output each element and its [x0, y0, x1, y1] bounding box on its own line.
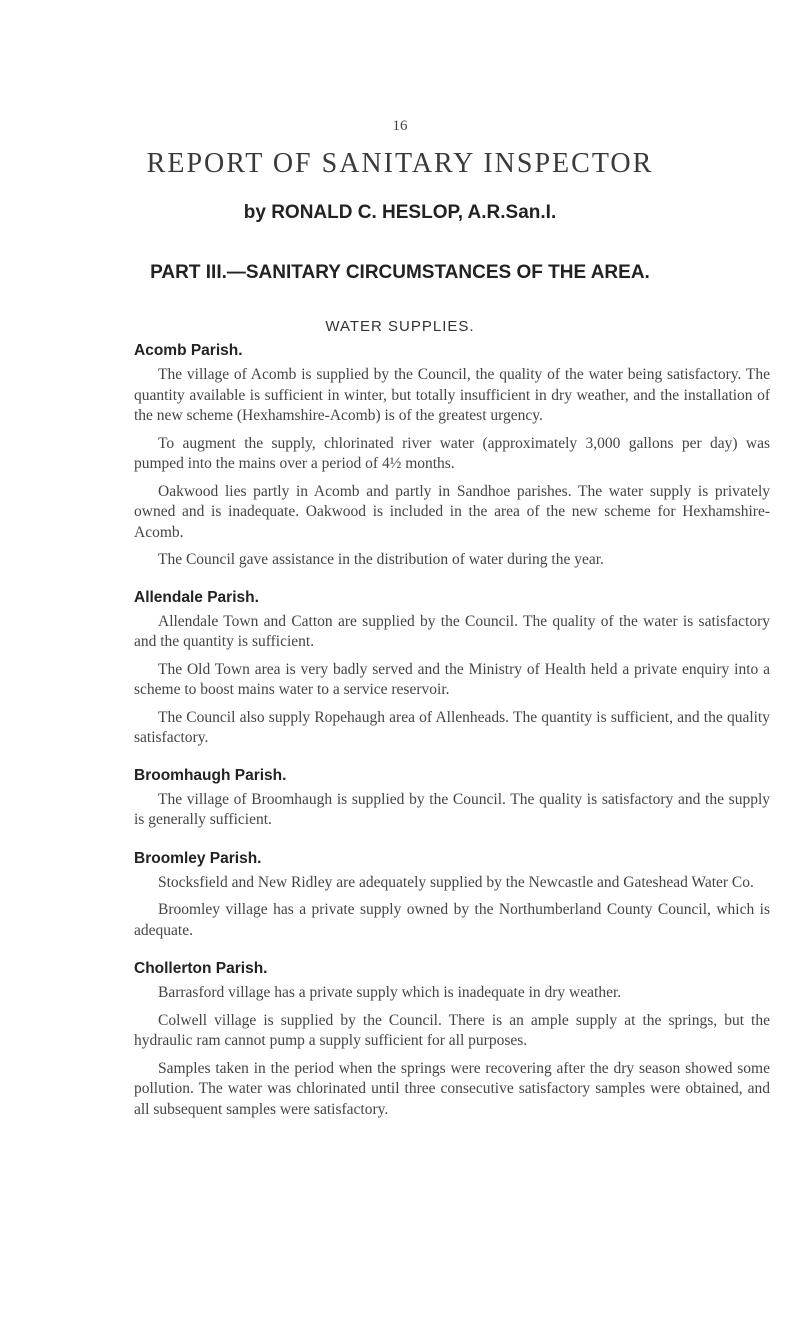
paragraph: Stocksfield and New Ridley are adequately supplied by the Newcastle and Gateshead Water Co.: [158, 873, 754, 891]
paragraph: Samples taken in the period when the springs were recovering after the dry season showed some pollution. The water was chlorinated until three consecutive satisfactory samples were obtained, and all subsequent samples were satisfactory.: [134, 1059, 770, 1118]
parish-heading: Chollerton Parish.: [134, 960, 268, 977]
parish-acomb: [134, 340, 770, 571]
parish-heading: Allendale Parish.: [134, 588, 259, 606]
paragraph: Allendale Town and Catton are supplied by the Council. The quality of the water is satisfactory and the quantity is sufficient.: [134, 612, 770, 650]
paragraph: To augment the supply, chlorinated river water (approximately 3,000 gallons per day) was pumped into the mains over a period of 4½ months.: [134, 434, 770, 472]
paragraph: The Council gave assistance in the distribution of water during the year.: [158, 551, 604, 568]
page-number: 16: [392, 118, 408, 134]
paragraph: Oakwood lies partly in Acomb and partly in Sandhoe parishes. The water supply is privately owned and is inadequate. Oakwood is included in the area of the new scheme for Hexhamshire-Acomb.: [134, 482, 770, 541]
document-body: [134, 340, 770, 1127]
paragraph: The village of Acomb is supplied by the Council, the quality of the water being satisfactory. The quantity available is sufficient in winter, but totally insufficient in dry weather, and the installation of the new scheme (Hexhamshire-Acomb) is of the greatest urgency.: [134, 366, 770, 424]
parish-heading: Broomhaugh Parish.: [134, 766, 287, 784]
paragraph: The Old Town area is very badly served and the Ministry of Health held a private enquiry into a scheme to boost mains water to a service reservoir.: [134, 660, 770, 698]
section-heading: WATER SUPPLIES.: [325, 318, 475, 335]
paragraph: The village of Broomhaugh is supplied by the Council. The quality is satisfactory and the supply is generally sufficient.: [134, 790, 770, 828]
parish-heading: Broomley Parish.: [134, 849, 262, 867]
paragraph: Colwell village is supplied by the Council. There is an ample supply at the springs, but the hydraulic ram cannot pump a supply sufficient for all purposes.: [134, 1011, 770, 1049]
byline: by RONALD C. HESLOP, A.R.San.I.: [243, 202, 557, 223]
part-heading: PART III.—SANITARY CIRCUMSTANCES OF THE AREA.: [150, 262, 650, 283]
parish-broomhaugh: [134, 765, 770, 831]
paragraph: The Council also supply Ropehaugh area of Allenheads. The quantity is sufficient, and the quality satisfactory.: [134, 708, 770, 746]
paragraph: Barrasford village has a private supply which is inadequate in dry weather.: [158, 984, 622, 1001]
report-title: REPORT OF SANITARY INSPECTOR: [146, 148, 654, 179]
parish-broomley: [134, 848, 770, 942]
parish-allendale: [134, 587, 770, 749]
parish-heading: Acomb Parish.: [134, 342, 243, 359]
paragraph: Broomley village has a private supply owned by the Northumberland County Council, which is adequate.: [134, 901, 770, 939]
parish-chollerton: [134, 958, 770, 1120]
